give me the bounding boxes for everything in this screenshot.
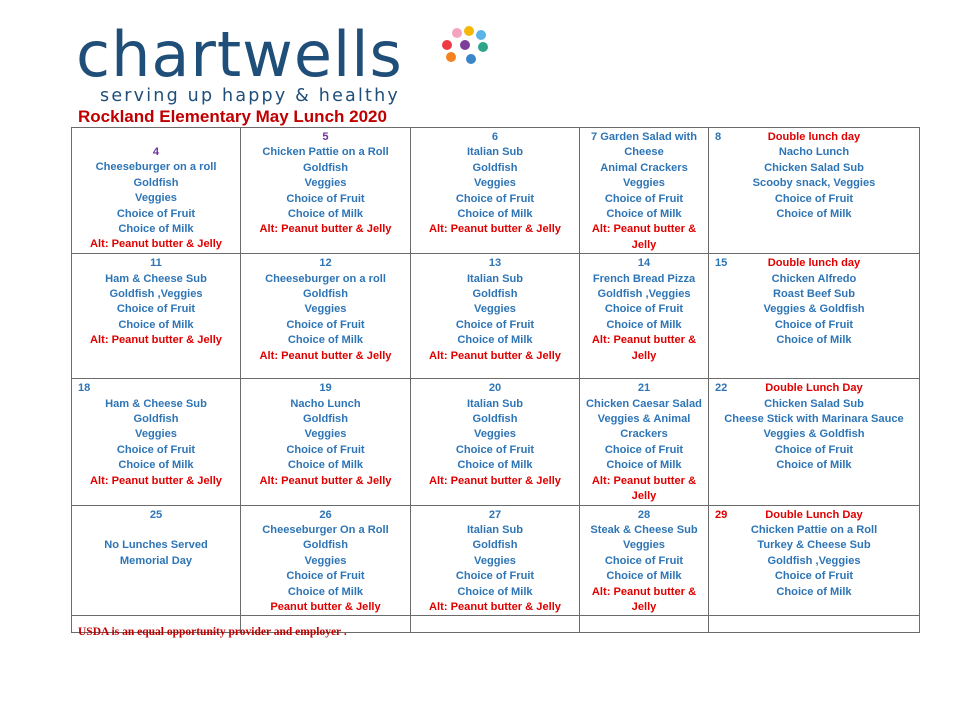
menu-item: Scooby snack, Veggies — [752, 177, 876, 190]
alternate-menu-item: Alt: Peanut butter & Jelly — [259, 349, 392, 362]
menu-item: Veggies — [135, 192, 177, 205]
menu-item: Choice of Milk — [287, 585, 364, 598]
alternate-menu-item: Jelly — [631, 238, 657, 251]
calendar-empty-cell — [580, 616, 709, 633]
calendar-day-cell — [709, 505, 920, 616]
menu-item: Choice of Milk — [457, 459, 533, 472]
menu-item: Chicken Pattie on a Roll — [262, 146, 389, 159]
menu-item: Italian Sub — [466, 272, 524, 285]
day-number: 13 — [488, 257, 502, 270]
calendar-day-cell — [411, 128, 580, 254]
menu-item: Choice of Fruit — [286, 570, 365, 583]
calendar-day-cell — [241, 505, 411, 616]
menu-item: Choice of Fruit — [604, 192, 684, 205]
menu-item: Chicken Salad Sub — [764, 397, 864, 410]
calendar-week-row — [72, 128, 920, 254]
menu-item: Choice of Milk — [606, 459, 682, 472]
logo-dot — [442, 40, 452, 50]
menu-item: Choice of Fruit — [455, 443, 535, 456]
menu-item: No Lunches Served — [104, 539, 208, 552]
menu-item: Veggies — [474, 177, 516, 190]
logo-tagline: serving up happy & healthy — [100, 86, 400, 106]
menu-item: Choice of Milk — [606, 318, 682, 331]
menu-item: Memorial Day — [119, 554, 193, 567]
alternate-menu-item: Alt: Peanut butter & Jelly — [259, 474, 392, 487]
menu-item: Goldfish — [472, 539, 518, 552]
logo-dot — [464, 26, 474, 36]
menu-item: Choice of Fruit — [604, 443, 684, 456]
day-number: 4 — [152, 146, 160, 158]
menu-item: Cheese Stick with Marinara Sauce — [724, 413, 904, 426]
alternate-menu-item: Alt: Peanut butter & Jelly — [90, 334, 222, 347]
alternate-menu-item: Alt: Peanut butter & — [591, 334, 697, 347]
menu-item: Choice of Milk — [606, 208, 682, 221]
menu-item: Goldfish — [303, 161, 348, 174]
menu-item: Goldfish — [303, 288, 348, 301]
calendar-day-cell — [580, 379, 709, 505]
menu-item: Choice of Fruit — [774, 192, 854, 205]
calendar-day-cell — [72, 505, 241, 616]
menu-item: Choice of Fruit — [455, 318, 535, 331]
alternate-menu-item: Double Lunch Day — [765, 382, 863, 395]
alternate-menu-item: Double lunch day — [767, 131, 861, 143]
menu-item: Chicken Pattie on a Roll — [750, 523, 878, 536]
logo-dot — [476, 30, 486, 40]
menu-item: Cheese — [624, 146, 664, 159]
day-number: 19 — [319, 382, 332, 395]
calendar-week-row — [72, 254, 920, 379]
menu-item: Chicken Caesar Salad — [586, 397, 702, 410]
menu-item: Goldfish — [303, 539, 348, 552]
alternate-menu-item: Alt: Peanut butter & Jelly — [429, 600, 561, 613]
alternate-menu-item: Jelly — [631, 600, 657, 613]
menu-item: French Bread Pizza — [592, 272, 696, 285]
logo-dot — [478, 42, 488, 52]
alternate-menu-item: Jelly — [631, 490, 657, 503]
day-number: 21 — [637, 382, 651, 395]
menu-item: Veggies — [304, 554, 347, 567]
menu-item — [72, 523, 240, 538]
calendar-week-row — [72, 505, 920, 616]
menu-item: Choice of Fruit — [774, 318, 854, 331]
menu-item: Choice of Milk — [287, 459, 364, 472]
menu-item: Choice of Milk — [287, 208, 364, 221]
menu-item: Chicken Alfredo — [771, 272, 857, 285]
menu-item: Choice of Milk — [457, 334, 533, 347]
calendar-day-cell — [72, 254, 241, 379]
menu-item: Choice of Fruit — [455, 570, 535, 583]
calendar-day-cell — [411, 379, 580, 505]
menu-item: Garden Salad with — [600, 131, 698, 143]
day-number: 7 — [590, 131, 598, 143]
calendar-day-cell — [72, 128, 241, 254]
menu-item: Veggies — [474, 303, 516, 316]
day-number: 6 — [491, 131, 499, 143]
day-number: 8 — [715, 131, 722, 143]
menu-item: Veggies — [623, 177, 665, 190]
alternate-menu-item: Double Lunch Day — [765, 508, 863, 521]
day-number: 29 — [715, 508, 728, 521]
menu-item: Choice of Milk — [776, 208, 852, 221]
alternate-menu-item: Alt: Peanut butter & Jelly — [90, 474, 222, 487]
menu-item: Nacho Lunch — [778, 146, 850, 159]
menu-item: Veggies — [135, 428, 177, 441]
menu-item: Choice of Milk — [776, 585, 852, 598]
menu-item: Veggies & Animal — [597, 413, 691, 426]
menu-item: Goldfish — [472, 413, 518, 426]
menu-item: Choice of Fruit — [116, 443, 196, 456]
menu-item: Goldfish ,Veggies — [767, 554, 861, 567]
calendar-day-cell — [709, 379, 920, 505]
menu-item: Choice of Milk — [118, 223, 194, 236]
calendar-day-cell — [580, 128, 709, 254]
menu-item: Italian Sub — [466, 523, 524, 536]
alternate-menu-item: Peanut butter & Jelly — [270, 600, 381, 613]
alternate-menu-item: Alt: Peanut butter & Jelly — [429, 223, 561, 236]
calendar-empty-cell — [411, 616, 580, 633]
calendar-day-cell — [72, 379, 241, 505]
alternate-menu-item: Alt: Peanut butter & Jelly — [90, 238, 222, 251]
menu-item: Choice of Fruit — [774, 570, 854, 583]
logo-dot — [452, 28, 462, 38]
calendar-week-row — [72, 379, 920, 505]
day-number: 15 — [715, 257, 728, 270]
day-number: 12 — [319, 257, 332, 270]
logo-wordmark: chartwells — [76, 18, 403, 91]
logo-dot — [460, 40, 470, 50]
day-number: 18 — [78, 382, 91, 395]
menu-item: Veggies & Goldfish — [763, 303, 865, 316]
menu-item: Choice of Milk — [118, 318, 194, 331]
day-number: 20 — [488, 382, 502, 395]
lunch-calendar — [71, 127, 920, 633]
calendar-day-cell — [411, 505, 580, 616]
menu-item: Choice of Milk — [287, 334, 364, 347]
menu-item: Choice of Fruit — [286, 318, 365, 331]
day-number: 28 — [637, 508, 651, 521]
day-number: 5 — [322, 131, 329, 143]
alternate-menu-item: Alt: Peanut butter & — [591, 474, 697, 487]
menu-item: Choice of Fruit — [455, 192, 535, 205]
menu-item: Choice of Fruit — [286, 443, 365, 456]
menu-item: Choice of Fruit — [116, 303, 196, 316]
menu-item: Veggies — [304, 303, 347, 316]
alternate-menu-item: Alt: Peanut butter & Jelly — [429, 349, 561, 362]
menu-item: Choice of Fruit — [774, 443, 854, 456]
menu-item: Choice of Milk — [606, 570, 682, 583]
alternate-menu-item: Alt: Peanut butter & — [591, 585, 697, 598]
menu-item: Veggies — [304, 428, 347, 441]
menu-item: Veggies — [474, 428, 516, 441]
alternate-menu-item: Alt: Peanut butter & Jelly — [429, 474, 561, 487]
page-title: Rockland Elementary May Lunch 2020 — [78, 107, 387, 126]
menu-item: Italian Sub — [466, 146, 524, 159]
menu-item: Ham & Cheese Sub — [105, 397, 207, 410]
menu-item: Goldfish — [472, 288, 518, 301]
menu-item: Choice of Fruit — [604, 554, 684, 567]
menu-item: Ham & Cheese Sub — [105, 272, 207, 285]
day-number: 11 — [150, 257, 162, 270]
menu-item: Italian Sub — [466, 397, 524, 410]
menu-item: Goldfish — [472, 161, 518, 174]
menu-item: Choice of Milk — [118, 459, 194, 472]
menu-item: Choice of Fruit — [116, 207, 196, 220]
day-number: 22 — [715, 382, 728, 395]
menu-item: Goldfish ,Veggies — [597, 288, 691, 301]
alternate-menu-item: Alt: Peanut butter & Jelly — [259, 223, 392, 236]
calendar-day-cell — [411, 254, 580, 379]
menu-item: Veggies — [304, 177, 347, 190]
calendar-day-cell — [709, 254, 920, 379]
calendar-day-cell — [580, 254, 709, 379]
menu-item: Goldfish ,Veggies — [109, 288, 203, 301]
calendar-empty-cell — [709, 616, 920, 633]
calendar-day-cell — [241, 379, 411, 505]
day-number: 27 — [488, 508, 502, 521]
menu-item: Veggies — [474, 554, 516, 567]
menu-item: Goldfish — [303, 413, 348, 426]
menu-item: Veggies — [623, 539, 665, 552]
menu-item: Choice of Fruit — [604, 303, 684, 316]
menu-item: Roast Beef Sub — [773, 288, 855, 301]
menu-item: Cheeseburger On a Roll — [262, 523, 389, 536]
calendar-day-cell — [241, 128, 411, 254]
menu-item: Steak & Cheese Sub — [590, 523, 698, 536]
menu-item: Nacho Lunch — [290, 397, 361, 410]
menu-item: Choice of Milk — [457, 208, 533, 221]
menu-item: Choice of Milk — [776, 334, 852, 347]
usda-footer: USDA is an equal opportunity provider and employer . — [78, 626, 347, 638]
day-header-line — [580, 130, 708, 145]
logo-dots-icon — [438, 26, 498, 78]
menu-item: Cheeseburger on a roll — [265, 272, 386, 285]
logo-dot — [466, 54, 476, 64]
menu-item: Cheeseburger on a roll — [95, 161, 217, 174]
calendar-day-cell — [241, 254, 411, 379]
calendar-day-cell — [709, 128, 920, 254]
alternate-menu-item: Alt: Peanut butter & — [591, 223, 697, 236]
day-number: 26 — [319, 508, 332, 521]
day-number: 25 — [149, 508, 163, 521]
day-number: 14 — [637, 257, 651, 270]
menu-item: Goldfish — [133, 413, 179, 426]
menu-item: Turkey & Cheese Sub — [757, 539, 871, 552]
menu-item: Animal Crackers — [600, 161, 688, 174]
menu-item: Veggies & Goldfish — [763, 428, 865, 441]
calendar-day-cell — [580, 505, 709, 616]
menu-item: Goldfish — [133, 176, 179, 189]
alternate-menu-item: Jelly — [631, 349, 657, 362]
chartwells-logo — [76, 18, 506, 110]
menu-item: Choice of Fruit — [286, 192, 365, 205]
alternate-menu-item: Double lunch day — [767, 257, 861, 270]
menu-item: Chicken Salad Sub — [764, 161, 864, 174]
menu-item: Choice of Milk — [457, 585, 533, 598]
logo-dot — [446, 52, 456, 62]
menu-item: Crackers — [620, 428, 668, 441]
menu-item: Choice of Milk — [776, 459, 852, 472]
